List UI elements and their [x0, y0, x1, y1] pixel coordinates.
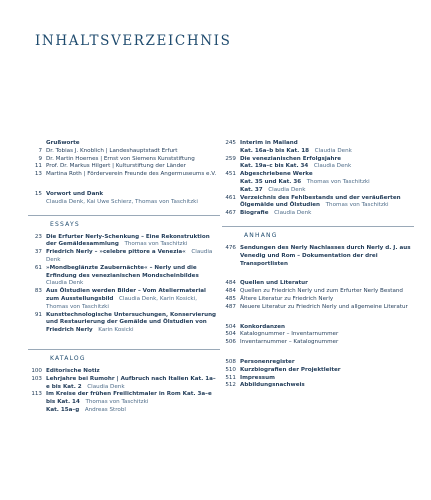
- entry-text: [240, 359, 412, 367]
- entry-text: [46, 156, 218, 164]
- entry-author: Thomas von Taschitzki: [85, 399, 149, 406]
- entry-text: [46, 234, 218, 250]
- entry-title: Impressum: [240, 374, 275, 381]
- entry-title: Kurzbiografien der Projektleiter: [240, 366, 341, 373]
- entry-title: Abbildungsnachweis: [240, 382, 305, 389]
- toc-entry[interactable]: [28, 312, 218, 335]
- entry-author: Thomas von Taschitzki: [325, 202, 389, 209]
- toc-entry[interactable]: [222, 296, 412, 304]
- entry-title: Abgeschriebene Werke: [240, 171, 313, 178]
- entry-title: Prof. Dr. Markus Hilgert | Kulturstiftung der Länder: [46, 163, 186, 170]
- entry-text: [240, 210, 412, 218]
- page-number: 476: [225, 244, 236, 251]
- entry-text: [240, 339, 412, 347]
- entry-title: Dr. Tobias J. Knoblich | Landeshauptstadt Erfurt: [46, 147, 178, 154]
- page-number: 11: [34, 163, 42, 170]
- anhang-index-list: [222, 359, 412, 390]
- toc-entry[interactable]: [28, 288, 218, 311]
- entry-author: Claudia Denk, Karin Kosicki, Thomas von Taschitzki: [46, 295, 197, 310]
- entry-title: Kat. 15a–g: [46, 406, 80, 413]
- page-number: [28, 407, 46, 415]
- entry-author: Claudia Denk: [87, 383, 125, 390]
- toc-entry[interactable]: [28, 249, 218, 265]
- toc-entry[interactable]: [28, 234, 218, 250]
- entry-author: Claudia Denk: [46, 249, 213, 263]
- toc-entry[interactable]: [28, 391, 218, 407]
- entry-text: [240, 331, 412, 339]
- toc-entry[interactable]: [222, 156, 412, 164]
- toc-entry[interactable]: [222, 179, 412, 187]
- entry-author: Claudia Denk: [46, 280, 84, 287]
- entry-text: [46, 376, 218, 392]
- entry-text: [240, 195, 412, 211]
- entry-title: Aus Ölstudien werden Bilder – Vom Ateliermaterial zum Ausstellungsbild: [46, 288, 206, 302]
- entry-title: Kat. 35 und Kat. 36: [240, 178, 302, 185]
- entry-text: [240, 171, 412, 179]
- page-number: 61: [34, 264, 42, 271]
- page-number: 504: [225, 331, 236, 338]
- page-number: 487: [225, 303, 236, 310]
- page-number: [222, 148, 240, 156]
- entry-author: Claudia Denk: [313, 163, 352, 170]
- entry-title: Martina Roth | Förderverein Freunde des Angermuseums e.V.: [46, 171, 217, 178]
- entry-title: Kat. 37: [240, 186, 263, 193]
- entry-title: Interim in Mailand: [240, 140, 298, 146]
- entry-title: »Mondbeglänzte Zaubernächte« – Nerly und die Erfindung des venezianischen Mondscheinbildes: [46, 264, 199, 279]
- entry-title: Die venezianischen Erfolgsjahre: [240, 155, 342, 162]
- toc-entry[interactable]: [28, 163, 218, 171]
- page-number: 113: [31, 391, 42, 398]
- entry-title: Katalognummer – Inventarnummer: [240, 331, 339, 338]
- toc-entry[interactable]: [222, 140, 412, 148]
- page-number: [222, 187, 240, 195]
- entry-title: Verzeichnis des Fehlbestands und der veräußerten Ölgemälde und Ölstudien: [240, 194, 401, 209]
- entry-title: Die Erfurter Nerly-Schenkung – Eine Rekonstruktion der Gemäldesammlung: [46, 233, 210, 248]
- toc-entry[interactable]: [28, 199, 218, 207]
- page-number: 508: [225, 358, 236, 365]
- entry-author: Claudia Denk: [268, 186, 306, 193]
- katalog-list: [28, 368, 218, 415]
- entry-text: [240, 375, 412, 383]
- page-number: 506: [225, 339, 236, 346]
- entry-title: Quellen zu Friedrich Nerly und zum Erfurter Nerly Bestand: [240, 288, 403, 295]
- toc-entry[interactable]: [222, 195, 412, 211]
- entry-title: Inventarnummer – Katalognummer: [240, 339, 339, 346]
- page-number: 245: [225, 140, 236, 146]
- page-number: 13: [34, 171, 42, 178]
- entry-text: [240, 382, 412, 390]
- page-number: 451: [225, 171, 236, 178]
- entry-title: Quellen und Literatur: [240, 280, 308, 287]
- toc-entry[interactable]: [28, 191, 218, 199]
- entry-text: [240, 179, 412, 187]
- entry-title: Dr. Martin Hoernes | Ernst von Siemens Kunststiftung: [46, 155, 195, 162]
- toc-entry[interactable]: [28, 407, 218, 415]
- entry-title: Ältere Literatur zu Friedrich Nerly: [240, 295, 334, 302]
- anhang-sources-list: [222, 280, 412, 311]
- toc-entry[interactable]: [222, 187, 412, 195]
- page-number: 504: [225, 323, 236, 330]
- toc-entry[interactable]: [222, 148, 412, 156]
- toc-entry[interactable]: [222, 375, 412, 383]
- toc-entry[interactable]: [222, 210, 412, 218]
- section-label-katalog: KATALOG: [50, 354, 86, 362]
- page-number: 461: [225, 194, 236, 201]
- entry-author: Karin Kosicki: [98, 327, 134, 334]
- page-number: 467: [225, 210, 236, 217]
- entry-text: [240, 140, 412, 148]
- page-number: 511: [225, 374, 236, 381]
- toc-entry[interactable]: [222, 324, 412, 332]
- toc-entry[interactable]: [222, 359, 412, 367]
- page-number: 37: [34, 249, 42, 256]
- entry-title: Lehrjahre bei Rumohr | Aufbruch nach Italien Kat. 1a–e bis Kat. 2: [46, 375, 216, 390]
- entry-text: [240, 367, 412, 375]
- entry-text: [240, 148, 412, 156]
- preface-section: [28, 191, 218, 207]
- page-number: 100: [31, 367, 42, 374]
- entry-text: [240, 296, 412, 304]
- toc-entry[interactable]: [222, 382, 412, 390]
- entry-title: Grußworte: [46, 140, 80, 146]
- essays-list: [28, 234, 218, 335]
- page-number: [222, 179, 240, 187]
- entry-text: [46, 249, 218, 265]
- entry-author: Andreas Strobl: [84, 406, 126, 413]
- entry-title: Neuere Literatur zu Friedrich Nerly und allgemeine Literatur: [240, 303, 408, 310]
- entry-title: Kunsttechnologische Untersuchungen, Konservierung und Restaurierung der Gemälde und Ölstudien von Friedrich Nerly: [46, 311, 217, 334]
- entry-title: Claudia Denk, Kai Uwe Schierz, Thomas von Taschitzki: [46, 198, 198, 205]
- entry-text: [240, 187, 412, 195]
- toc-entry[interactable]: [222, 339, 412, 347]
- page-number: [28, 140, 46, 148]
- entry-text: [46, 199, 218, 207]
- page-number: 103: [31, 375, 42, 382]
- page-number: 7: [38, 147, 42, 154]
- entry-text: [46, 288, 218, 311]
- page-number: 484: [225, 288, 236, 295]
- entry-text: [46, 265, 218, 288]
- toc-entry[interactable]: [28, 368, 218, 376]
- entry-text: [46, 140, 218, 148]
- entry-author: Claudia Denk: [274, 210, 312, 217]
- toc-entry[interactable]: [28, 376, 218, 392]
- entry-text: [240, 324, 412, 332]
- page-number: 512: [225, 382, 236, 389]
- page-number: 259: [225, 155, 236, 162]
- toc-right-column: [222, 140, 412, 390]
- divider: [28, 215, 220, 216]
- entry-title: Biografie: [240, 210, 269, 217]
- entry-text: [46, 148, 218, 156]
- toc-entry[interactable]: [222, 304, 412, 312]
- toc-entry[interactable]: [222, 367, 412, 375]
- anhang-concordance-list: [222, 324, 412, 347]
- entry-text: [46, 191, 218, 199]
- entry-text: [240, 163, 412, 171]
- entry-author: Thomas von Taschitzki: [124, 241, 188, 248]
- toc-entry[interactable]: [28, 140, 218, 148]
- page-number: 510: [225, 366, 236, 373]
- entry-text: [240, 304, 412, 312]
- toc-entry[interactable]: [222, 280, 412, 288]
- entry-title: Friedrich Nerly – »celebre pittore a Venezia«: [46, 249, 186, 256]
- entry-title: Vorwort und Dank: [46, 190, 104, 197]
- toc-entry[interactable]: [222, 288, 412, 296]
- entry-title: Kat. 19a–c bis Kat. 34: [240, 163, 309, 170]
- entry-text: [240, 288, 412, 296]
- page-number: [222, 163, 240, 171]
- entry-author: Claudia Denk: [314, 147, 352, 154]
- greetings-section: [28, 140, 218, 179]
- entry-text: [240, 245, 412, 268]
- page-number: [28, 199, 46, 207]
- toc-entry[interactable]: [222, 163, 412, 171]
- toc-entry[interactable]: [28, 156, 218, 164]
- divider: [222, 226, 414, 227]
- entry-text: [46, 171, 218, 179]
- toc-entry[interactable]: [28, 265, 218, 288]
- entry-title: Sendungen des Nerly Nachlasses durch Nerly d. J. aus Venedig und Rom – Dokumentation der drei Transportlisten: [240, 244, 411, 267]
- entry-text: [46, 391, 218, 407]
- page-number: 83: [34, 288, 42, 295]
- toc-entry[interactable]: [28, 171, 218, 179]
- katalog-continued-list: [222, 140, 412, 218]
- entry-title: Im Kreise der frühen Freilichtmaler in Rom Kat. 3a–e bis Kat. 14: [46, 391, 212, 406]
- page-number: 15: [34, 190, 42, 197]
- entry-title: Kat. 16a–b bis Kat. 18: [240, 147, 310, 154]
- page-number: 91: [34, 311, 42, 318]
- toc-entry[interactable]: [222, 331, 412, 339]
- section-label-anhang: ANHANG: [244, 231, 278, 239]
- page-number: 485: [225, 295, 236, 302]
- page-number: 484: [225, 280, 236, 287]
- page-number: 23: [34, 233, 42, 240]
- toc-left-column: [28, 140, 218, 415]
- entry-text: [46, 368, 218, 376]
- entry-text: [46, 407, 218, 415]
- page-number: 9: [38, 155, 42, 162]
- toc-entry[interactable]: [222, 171, 412, 179]
- entry-text: [240, 280, 412, 288]
- entry-title: Personenregister: [240, 358, 295, 365]
- anhang-list-1: [222, 245, 412, 268]
- entry-text: [46, 312, 218, 335]
- toc-entry[interactable]: [28, 148, 218, 156]
- entry-author: Thomas von Taschitzki: [306, 178, 370, 185]
- entry-text: [240, 156, 412, 164]
- toc-entry[interactable]: [222, 245, 412, 268]
- divider: [28, 349, 220, 350]
- entry-title: Editorische Notiz: [46, 367, 100, 374]
- page-title: INHALTSVERZEICHNIS: [35, 33, 232, 49]
- entry-text: [46, 163, 218, 171]
- section-label-essays: ESSAYS: [50, 220, 80, 228]
- entry-title: Konkordanzen: [240, 323, 286, 330]
